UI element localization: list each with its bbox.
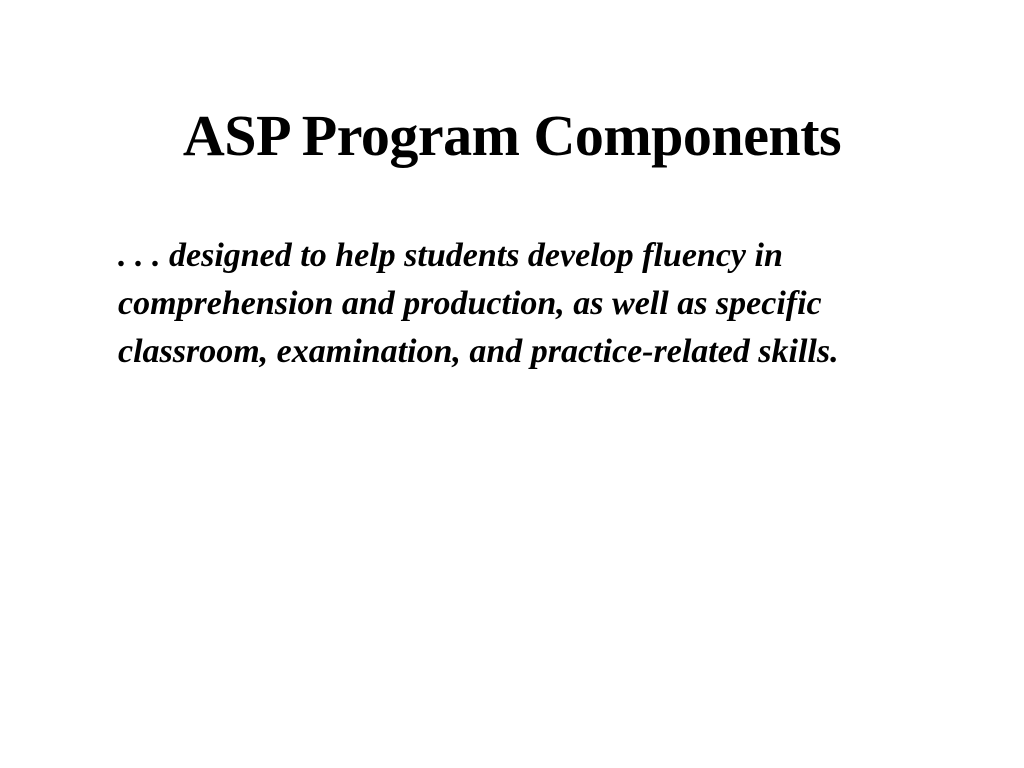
slide-body-text: . . . designed to help students develop fluency in comprehension and production, as well as specific classroom, examination, and practice-related skills.: [118, 237, 839, 370]
slide-title: ASP Program Components: [182, 103, 842, 168]
